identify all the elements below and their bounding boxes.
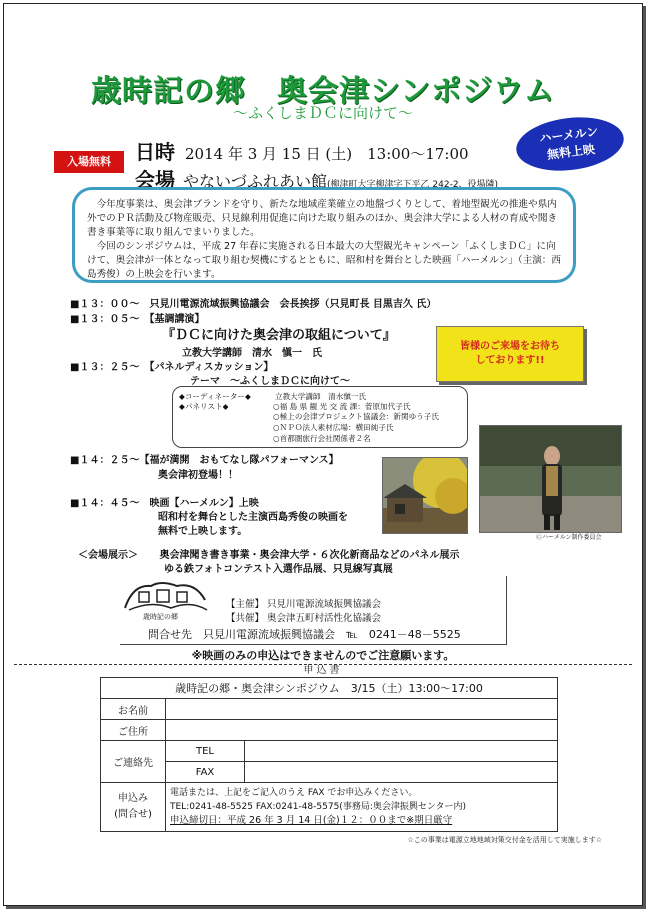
apply-deadline: 申込締切日：平成 26 年 3 月 14 日(金)１２：００まで※期日厳守 [170, 815, 453, 826]
notice-text: ※映画のみの申込はできませんのでご注意願います。 [191, 649, 455, 662]
form-address-row [101, 720, 558, 741]
name-field[interactable] [166, 699, 558, 720]
exhibit-label: ＜会場展示＞ [78, 550, 138, 561]
panelist-2: ○極上の会津プロジェクト協議会：新関ゆう子氏 [273, 412, 439, 421]
intro-paragraph-2: 今回のシンポジウムは、平成 27 年春に実施される日本最大の大型観光キャンペーン「ふくしまＤＣ」に向けて、奥会津が一体となって取り組む契機にするとともに、昭和村を舞台とした映画「ハーメルン」（主演：西島秀俊）の上映会を行います。 [87, 241, 561, 280]
form-fax-row [101, 762, 558, 783]
keynote-speaker: 立教大学講師 清水 愼一 氏 [182, 348, 322, 359]
saijiki-logo [121, 578, 211, 624]
fax-field[interactable] [245, 762, 558, 783]
form-title: 申込書 [296, 665, 351, 676]
program-item-5: ■１４：４５～ 映画【ハーメルン】上映 [70, 498, 259, 509]
name-label: お名前 [101, 699, 166, 720]
keynote-title: 『ＤＣに向けた奥会津の取組について』 [162, 328, 396, 343]
apply-line-1: 電話または、上記をご記入のうえ FAX でお申込みください。 [170, 788, 418, 798]
contact-label: ご連絡先 [101, 741, 166, 783]
movie-still-photo [479, 425, 622, 533]
fax-label: FAX [166, 762, 245, 783]
apply-label-2: (問合せ) [114, 809, 152, 820]
form-header: 歳時記の郷・奥会津シンポジウム 3/15（土）13:00～17:00 [101, 678, 558, 699]
form-name-row [101, 699, 558, 720]
tel-field[interactable] [245, 741, 558, 762]
panel-members-box [172, 386, 468, 448]
welcome-note [436, 326, 584, 382]
panelist-3: ○ＮＰＯ法人素材広場：横田純子氏 [273, 423, 394, 432]
coordinator-label: ◆コーディネーター◆ [179, 392, 251, 401]
badge-line-2: 無料上映 [546, 142, 596, 162]
address-label: ご住所 [101, 720, 166, 741]
tel-label: TEL [166, 741, 245, 762]
panelist-4: ○首都圏旅行会社関係者２名 [273, 434, 371, 443]
program-item-4: ■１４：２５～【福が満開 おもてなし隊パフォーマンス】 [70, 455, 339, 466]
form-heading [4, 661, 642, 676]
venue-name: やないづふれあい館 [183, 172, 328, 191]
exhibit-line-1: 奥会津聞き書き事業・奥会津大学・６次化新商品などのパネル展示 [159, 550, 460, 561]
welcome-line-2: しております!! [475, 355, 545, 366]
venue-address: (柳津町大字柳津字下平乙 242-2、役場隣) [327, 180, 499, 190]
apply-label-1: 申込み [118, 793, 148, 804]
event-datetime [135, 136, 469, 165]
performance-sub: 奥会津初登場！！ [158, 470, 238, 481]
flyer-page [3, 3, 643, 906]
application-form [100, 677, 558, 832]
coordinator-name: 立教大学講師 清水愼一氏 [275, 392, 367, 401]
program-item-1: ■１３：００～ 只見川電源流域振興協議会 会長挨拶（只見町長 目黒吉久 氏） [70, 299, 437, 310]
intro-paragraph-1: 今年度事業は、奥会津ブランドを守り、新たな地域産業確立の地盤づくりとして、着地型観光の推進や県内外でのＰＲ活動及び物産販売、只見線利用促進に向けた取り組みのほか、奥会津大学による人材の育成や聞き書き事業等に取り組んでまいりました。 [87, 199, 558, 238]
photo-credit: Ⓒハーメルン制作委員会 [536, 534, 602, 541]
apply-instructions [166, 783, 558, 832]
datetime-label: 日時 [135, 140, 175, 164]
apply-label [101, 783, 166, 832]
venue-label: 会場 [135, 168, 175, 192]
form-tel-row [101, 741, 558, 762]
datetime-value: 2014 年 3 月 15 日 (土) 13:00～17:00 [185, 145, 469, 163]
organizer-host: 【主催】 只見川電源流域振興協議会 [226, 599, 382, 610]
logo-text: 歳時記の郷 [143, 613, 178, 621]
exhibit-line-2: ゆる鉄フォトコンテスト入選作品展、只見線写真展 [164, 564, 393, 575]
movie-sub-2: 無料で上映します。 [158, 526, 248, 537]
form-apply-row [101, 783, 558, 832]
form-header-row [101, 678, 558, 699]
footer-note: ☆この事業は電源立地地域対策交付金を活用して実施します☆ [407, 836, 602, 844]
free-entry-badge: 入場無料 [54, 151, 124, 173]
exhibit-section [78, 549, 459, 577]
badge-line-1: ハーメルン [538, 124, 600, 146]
organizer-cohost: 【共催】 奥会津五町村活性化協議会 [226, 613, 382, 624]
program-item-2: ■１３：０５～ 【基調講演】 [70, 314, 205, 325]
panelist-label: ◆パネリスト◆ [179, 402, 229, 411]
panel-theme: テーマ ～ふくしまＤＣに向けて～ [190, 376, 350, 387]
contact-info: 問合せ先 只見川電源流域振興協議会 ℡ 0241－48－5525 [148, 628, 461, 641]
address-field[interactable] [166, 720, 558, 741]
program-item-3: ■１３：２５～ 【パネルディスカッション】 [70, 362, 274, 373]
apply-line-2: TEL:0241-48-5525 FAX:0241-48-5575(事務局:奥会津振興センター内) [170, 802, 467, 812]
page-subtitle: ～ふくしまＤＣに向けて～ [232, 104, 413, 122]
movie-sub-1: 昭和村を舞台とした主演西島秀俊の映画を [158, 512, 348, 523]
village-photo [382, 457, 468, 534]
welcome-line-1: 皆様のご来場をお待ち [460, 341, 560, 352]
page-title: 歳時記の郷 奥会津シンポジウム [91, 74, 555, 109]
intro-box [72, 187, 576, 283]
panelist-1: ○福 島 県 観 光 交 流 課：菅原加代子氏 [273, 402, 411, 411]
